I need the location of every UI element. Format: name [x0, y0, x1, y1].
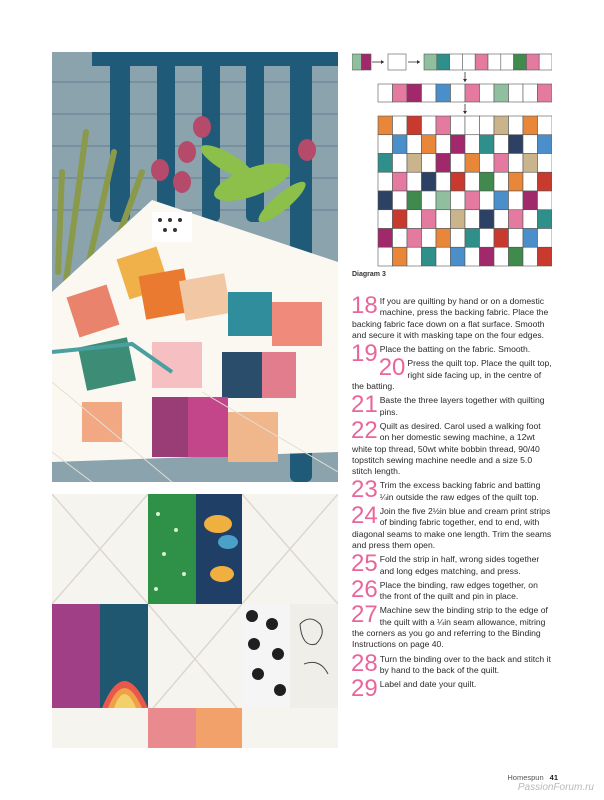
- diagram-grid-square: [480, 116, 495, 135]
- diagram-grid-square: [422, 247, 437, 266]
- diagram-grid-square: [422, 116, 437, 135]
- diagram-arrow-head: [463, 79, 467, 82]
- diagram-grid-square: [407, 172, 422, 191]
- diagram-strip-square: [509, 84, 524, 102]
- step-text: Trim the excess backing fabric and batting ¼in outside the raw edges of the quilt top.: [379, 480, 541, 502]
- assembly-diagram: [352, 52, 552, 267]
- step-number: 28: [351, 649, 378, 677]
- diagram-grid-square: [407, 247, 422, 266]
- diagram-arrow-head: [417, 60, 420, 64]
- diagram-grid-square: [407, 154, 422, 173]
- diagram-grid-square: [480, 135, 495, 154]
- diagram-grid-square: [465, 247, 480, 266]
- diagram-grid-square: [451, 191, 466, 210]
- diagram-grid-square: [422, 154, 437, 173]
- diagram-grid-square: [480, 229, 495, 248]
- diagram-grid-square: [451, 210, 466, 229]
- diagram-grid-square: [509, 210, 524, 229]
- diagram-strip-square: [407, 84, 422, 102]
- diagram-grid-square: [436, 191, 451, 210]
- diagram-grid-square: [436, 135, 451, 154]
- step-text: Baste the three layers together with quilting pins.: [379, 395, 545, 417]
- diagram-strip-square: [393, 84, 408, 102]
- diagram-grid-square: [451, 154, 466, 173]
- diagram-row-square: [424, 54, 437, 70]
- step-20: [352, 354, 552, 392]
- diagram-row-square: [539, 54, 552, 70]
- diagram-grid-square: [378, 210, 393, 229]
- diagram-grid-square: [465, 191, 480, 210]
- step-text: If you are quilting by hand or on a domestic machine, press the backing fabric. Place the backing fabric face down on a flat surface. Smooth and secure it with masking tape on the four edges.: [352, 296, 549, 340]
- step-number: 24: [351, 502, 378, 530]
- diagram-grid-square: [465, 172, 480, 191]
- diagram-grid-square: [480, 172, 495, 191]
- step-28: [351, 649, 552, 677]
- diagram-strip-square: [378, 84, 393, 102]
- diagram-strip-square: [436, 84, 451, 102]
- diagram-grid-square: [436, 210, 451, 229]
- diagram-grid-square: [494, 191, 509, 210]
- diagram-grid-square: [538, 191, 553, 210]
- diagram-grid-square: [393, 247, 408, 266]
- diagram-strip-square: [422, 84, 437, 102]
- diagram-grid-square: [451, 229, 466, 248]
- step-text: Place the batting on the fabric. Smooth.: [379, 344, 531, 355]
- diagram-grid-square: [494, 172, 509, 191]
- diagram-grid-square: [480, 247, 495, 266]
- diagram-row-square: [450, 54, 463, 70]
- page-footer: [507, 773, 558, 782]
- diagram-grid-square: [436, 247, 451, 266]
- diagram-grid-square: [422, 229, 437, 248]
- diagram-grid-square: [523, 247, 538, 266]
- diagram-grid-square: [538, 116, 553, 135]
- diagram-grid-square: [523, 154, 538, 173]
- diagram-grid-square: [538, 154, 553, 173]
- diagram-grid-square: [451, 135, 466, 154]
- diagram-strip-square: [465, 84, 480, 102]
- step-text: Fold the strip in half, wrong sides together and long edges matching, and press.: [379, 554, 540, 576]
- diagram-grid-square: [523, 229, 538, 248]
- step-number: 23: [351, 476, 378, 504]
- diagram-grid-square: [494, 229, 509, 248]
- step-text: Machine sew the binding strip to the edge of the quilt with a ¼in seam allowance, mitring the corners as you go and referring to the Binding Instructions on page 40.: [352, 605, 548, 650]
- diagram-grid-square: [407, 191, 422, 210]
- diagram-grid-square: [378, 191, 393, 210]
- step-number: 19: [351, 340, 378, 368]
- diagram-pair-square: [362, 54, 372, 70]
- diagram-grid-square: [393, 116, 408, 135]
- diagram-row-square: [462, 54, 475, 70]
- diagram-grid-square: [378, 135, 393, 154]
- step-21: [351, 391, 552, 419]
- diagram-row-square: [475, 54, 488, 70]
- diagram-grid-square: [465, 229, 480, 248]
- diagram-grid-square: [422, 191, 437, 210]
- diagram-strip-square: [480, 84, 495, 102]
- diagram-grid-square: [509, 116, 524, 135]
- step-number: 20: [378, 354, 406, 382]
- quilt-on-chair-illustration: [52, 52, 338, 482]
- step-18: [351, 292, 552, 341]
- diagram-row-square: [488, 54, 501, 70]
- diagram-grid-square: [523, 172, 538, 191]
- diagram-grid-square: [407, 210, 422, 229]
- quilt-closeup-photo: [52, 494, 338, 748]
- diagram-row-square: [514, 54, 527, 70]
- diagram-grid-square: [436, 154, 451, 173]
- diagram-grid-square: [509, 191, 524, 210]
- step-number: 26: [351, 575, 378, 603]
- diagram-grid-square: [509, 154, 524, 173]
- diagram-grid-square: [523, 191, 538, 210]
- diagram-row-square: [501, 54, 514, 70]
- diagram-grid-square: [436, 116, 451, 135]
- step-text: Quilt as desired. Carol used a walking foot on her domestic sewing machine, a 12wt white top thread, 50wt white bobbin thread, 90/40 topstitch sewing machine needle and a size 5.0 stitch length.: [352, 420, 541, 477]
- diagram-grid-square: [436, 172, 451, 191]
- step-number: 25: [351, 550, 378, 578]
- diagram-grid-square: [509, 247, 524, 266]
- quilt-closeup-illustration: [52, 494, 338, 748]
- step-text: Join the five 2½in blue and cream print strips of binding fabric together, end to end, with diagonal seams to make one length. Trim the seams and press them open.: [352, 506, 552, 550]
- diagram-caption: Diagram 3: [352, 271, 386, 278]
- diagram-single-square: [388, 54, 406, 70]
- step-number: 21: [351, 391, 378, 419]
- diagram-grid-square: [407, 229, 422, 248]
- diagram-grid-square: [378, 229, 393, 248]
- diagram-grid-square: [451, 172, 466, 191]
- diagram-grid-square: [378, 172, 393, 191]
- diagram-grid-square: [465, 210, 480, 229]
- diagram-grid-square: [436, 229, 451, 248]
- diagram-grid-square: [451, 116, 466, 135]
- diagram-row-square: [437, 54, 450, 70]
- step-29: [351, 675, 552, 703]
- diagram-grid-square: [538, 135, 553, 154]
- step-text: Place the binding, raw edges together, on the front of the quilt and pin in place.: [379, 579, 538, 602]
- diagram-grid-square: [523, 116, 538, 135]
- step-26: [351, 575, 552, 603]
- diagram-grid-square: [523, 135, 538, 154]
- diagram-grid-square: [494, 135, 509, 154]
- step-27: [351, 601, 552, 650]
- diagram-grid-square: [509, 172, 524, 191]
- diagram-strip-square: [523, 84, 538, 102]
- diagram-arrow-head: [463, 111, 467, 114]
- instruction-steps: [351, 292, 552, 703]
- diagram-grid-square: [393, 172, 408, 191]
- diagram-grid-square: [523, 210, 538, 229]
- diagram-grid-square: [407, 135, 422, 154]
- diagram-row-square: [526, 54, 539, 70]
- diagram-grid-square: [480, 191, 495, 210]
- diagram-strip-square: [538, 84, 553, 102]
- diagram-grid-square: [480, 154, 495, 173]
- diagram-pair-square: [352, 54, 362, 70]
- diagram-grid-square: [465, 135, 480, 154]
- diagram-strip-square: [451, 84, 466, 102]
- diagram-grid-square: [509, 135, 524, 154]
- diagram-grid-square: [538, 172, 553, 191]
- diagram-grid-square: [494, 154, 509, 173]
- diagram-grid-square: [378, 154, 393, 173]
- diagram-grid-square: [393, 229, 408, 248]
- diagram-grid-square: [538, 210, 553, 229]
- diagram-grid-square: [465, 154, 480, 173]
- diagram-grid-square: [378, 116, 393, 135]
- diagram-grid-square: [465, 116, 480, 135]
- diagram-grid-square: [422, 172, 437, 191]
- step-number: 22: [351, 416, 378, 444]
- diagram-grid-square: [393, 210, 408, 229]
- diagram-grid-square: [538, 247, 553, 266]
- step-text: Label and date your quilt.: [379, 679, 477, 690]
- diagram-grid-square: [480, 210, 495, 229]
- diagram-grid-square: [422, 210, 437, 229]
- quilt-on-chair-photo: [52, 52, 338, 482]
- step-23: [351, 476, 552, 504]
- diagram-grid-square: [494, 247, 509, 266]
- watermark: PassionForum.ru: [517, 782, 594, 793]
- magazine-name: Homespun: [507, 773, 544, 782]
- step-22: [351, 416, 552, 477]
- diagram-grid-square: [378, 247, 393, 266]
- step-24: [351, 502, 552, 551]
- diagram-grid-square: [494, 116, 509, 135]
- step-number: 27: [351, 601, 378, 629]
- page-number: 41: [549, 773, 558, 782]
- step-text: Press the quilt top. Place the quilt top, right side facing up, in the centre of the batting.: [352, 358, 552, 392]
- diagram-grid-square: [422, 135, 437, 154]
- diagram-arrow-head: [381, 60, 384, 64]
- step-number: 18: [351, 292, 378, 319]
- diagram-strip-square: [494, 84, 509, 102]
- step-25: [351, 550, 552, 578]
- diagram-grid-square: [393, 191, 408, 210]
- diagram-grid-square: [393, 135, 408, 154]
- diagram-grid-square: [538, 229, 553, 248]
- step-text: Turn the binding over to the back and stitch it by hand to the back of the quilt.: [379, 653, 551, 675]
- diagram-grid-square: [407, 116, 422, 135]
- diagram-grid-square: [509, 229, 524, 248]
- step-number: 29: [351, 675, 378, 703]
- diagram-grid-square: [451, 247, 466, 266]
- diagram-grid-square: [393, 154, 408, 173]
- diagram-grid-square: [494, 210, 509, 229]
